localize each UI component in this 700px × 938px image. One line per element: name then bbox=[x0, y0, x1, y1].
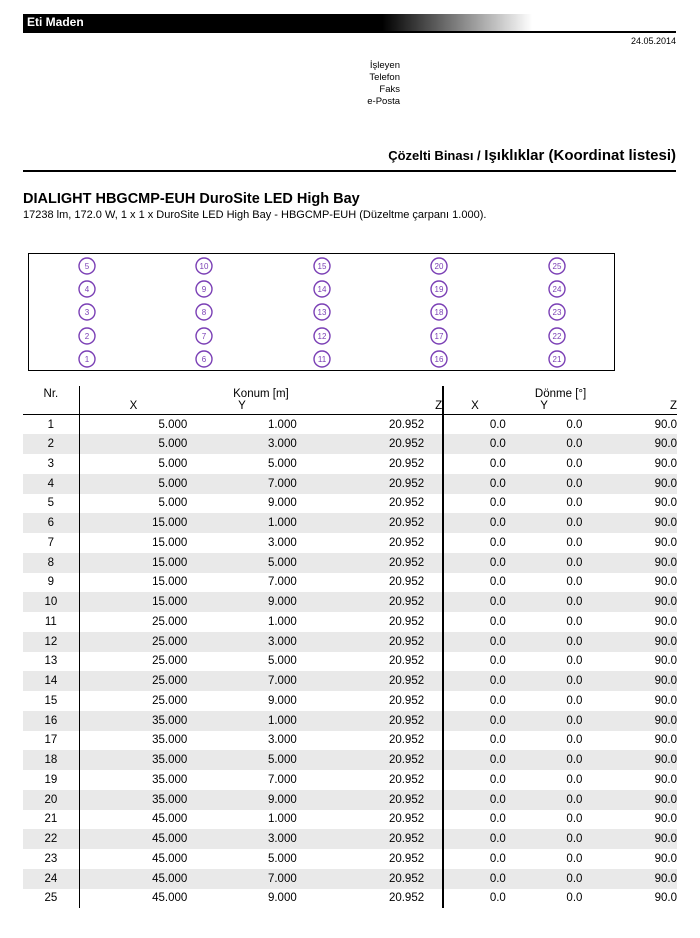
cell-nr: 1 bbox=[47, 418, 55, 431]
table-row bbox=[23, 711, 677, 731]
luminaire-marker-label: 4 bbox=[84, 285, 90, 294]
cell-pos-x: 25.000 bbox=[79, 612, 187, 632]
luminaire-marker-label: 12 bbox=[317, 332, 327, 341]
cell-rot-x: 0.0 bbox=[443, 790, 506, 810]
table-row bbox=[23, 849, 677, 869]
cell-pos-z: 20.952 bbox=[388, 517, 425, 530]
cell-nr: 12 bbox=[44, 635, 58, 648]
table-row bbox=[23, 810, 677, 830]
cell-nr: 10 bbox=[44, 596, 58, 609]
cell-pos-y: 7.000 bbox=[267, 872, 297, 885]
cell-pos-y: 1.000 bbox=[267, 714, 297, 727]
cell-rot-x: 0.0 bbox=[443, 474, 506, 494]
cell-rot-y: 0.0 bbox=[566, 477, 583, 490]
luminaire-marker bbox=[431, 328, 447, 344]
cell-rot-z: 90.0 bbox=[654, 833, 677, 846]
cell-rot-z: 90.0 bbox=[654, 517, 677, 530]
table-row bbox=[23, 592, 677, 612]
table-row bbox=[23, 474, 677, 494]
cell-rot-y: 0.0 bbox=[566, 813, 583, 826]
table-row bbox=[23, 671, 677, 691]
cell-nr: 24 bbox=[44, 872, 58, 885]
cell-rot-z: 90.0 bbox=[654, 596, 677, 609]
cell-nr: 16 bbox=[44, 714, 58, 727]
luminaire-layout-svg bbox=[29, 254, 614, 370]
cell-pos-y: 1.000 bbox=[267, 517, 297, 530]
cell-pos-y: 3.000 bbox=[267, 635, 297, 648]
report-date: 24.05.2014 bbox=[630, 36, 676, 46]
cell-rot-x: 0.0 bbox=[443, 454, 506, 474]
cell-pos-x: 25.000 bbox=[79, 632, 187, 652]
cell-pos-z: 20.952 bbox=[388, 734, 425, 747]
header-bar bbox=[23, 14, 676, 33]
cell-rot-z: 90.0 bbox=[654, 852, 677, 865]
cell-pos-x: 15.000 bbox=[79, 573, 187, 593]
section-title bbox=[388, 147, 676, 164]
cell-rot-z: 90.0 bbox=[654, 497, 677, 510]
cell-pos-y: 7.000 bbox=[267, 576, 297, 589]
table-row bbox=[23, 750, 677, 770]
cell-rot-x: 0.0 bbox=[443, 750, 506, 770]
cell-nr: 22 bbox=[44, 833, 58, 846]
cell-pos-y: 7.000 bbox=[267, 773, 297, 786]
table-row bbox=[23, 415, 677, 435]
cell-pos-x: 5.000 bbox=[79, 494, 187, 514]
luminaire-marker-label: 6 bbox=[201, 355, 207, 364]
col-header-rot-y: Y bbox=[506, 400, 583, 415]
luminaire-marker-label: 9 bbox=[201, 285, 207, 294]
cell-rot-z: 90.0 bbox=[654, 438, 677, 451]
cell-nr: 7 bbox=[47, 536, 55, 549]
table-row bbox=[23, 869, 677, 889]
cell-nr: 3 bbox=[47, 457, 55, 470]
col-header-rot-z: Z bbox=[582, 400, 677, 415]
cell-rot-z: 90.0 bbox=[654, 892, 677, 905]
cell-pos-z: 20.952 bbox=[388, 773, 425, 786]
cell-rot-y: 0.0 bbox=[566, 773, 583, 786]
cell-rot-z: 90.0 bbox=[654, 655, 677, 668]
product-name: DIALIGHT HBGCMP-EUH DuroSite LED High Bay bbox=[23, 191, 360, 207]
table-row bbox=[23, 573, 677, 593]
cell-pos-y: 5.000 bbox=[267, 754, 297, 767]
table-row bbox=[23, 790, 677, 810]
cell-pos-y: 9.000 bbox=[267, 596, 297, 609]
cell-pos-z: 20.952 bbox=[388, 833, 425, 846]
luminaire-marker-label: 5 bbox=[84, 262, 90, 271]
cell-rot-z: 90.0 bbox=[654, 773, 677, 786]
cell-rot-y: 0.0 bbox=[566, 517, 583, 530]
luminaire-marker bbox=[79, 258, 95, 274]
cell-rot-z: 90.0 bbox=[654, 734, 677, 747]
table-row bbox=[23, 434, 677, 454]
cell-pos-x: 45.000 bbox=[79, 849, 187, 869]
cell-rot-z: 90.0 bbox=[654, 872, 677, 885]
cell-pos-x: 45.000 bbox=[79, 869, 187, 889]
cell-rot-y: 0.0 bbox=[566, 457, 583, 470]
col-group-rotation: Dönme [°] bbox=[443, 386, 677, 400]
luminaire-marker bbox=[431, 258, 447, 274]
cell-rot-z: 90.0 bbox=[654, 576, 677, 589]
cell-pos-x: 25.000 bbox=[79, 671, 187, 691]
cell-pos-y: 9.000 bbox=[267, 497, 297, 510]
table-row bbox=[23, 829, 677, 849]
luminaire-marker bbox=[314, 281, 330, 297]
cell-pos-z: 20.952 bbox=[388, 457, 425, 470]
cell-rot-z: 90.0 bbox=[654, 694, 677, 707]
luminaire-marker bbox=[431, 281, 447, 297]
luminaire-marker bbox=[549, 304, 565, 320]
table-row bbox=[23, 553, 677, 573]
cell-nr: 23 bbox=[44, 852, 58, 865]
cell-rot-y: 0.0 bbox=[566, 734, 583, 747]
luminaire-marker bbox=[196, 351, 212, 367]
luminaire-marker bbox=[549, 258, 565, 274]
cell-pos-x: 25.000 bbox=[79, 691, 187, 711]
table-row bbox=[23, 889, 677, 909]
luminaire-marker bbox=[79, 304, 95, 320]
cell-pos-y: 9.000 bbox=[267, 694, 297, 707]
cell-rot-y: 0.0 bbox=[566, 438, 583, 451]
cell-rot-y: 0.0 bbox=[566, 793, 583, 806]
luminaire-marker bbox=[196, 281, 212, 297]
cell-pos-z: 20.952 bbox=[388, 536, 425, 549]
cell-rot-y: 0.0 bbox=[566, 754, 583, 767]
cell-pos-x: 15.000 bbox=[79, 513, 187, 533]
cell-rot-x: 0.0 bbox=[443, 632, 506, 652]
cell-rot-y: 0.0 bbox=[566, 694, 583, 707]
col-header-pos-y: Y bbox=[187, 400, 296, 415]
luminaire-marker-label: 16 bbox=[434, 355, 444, 364]
cell-nr: 19 bbox=[44, 773, 58, 786]
table-row bbox=[23, 770, 677, 790]
cell-pos-z: 20.952 bbox=[388, 675, 425, 688]
cell-rot-x: 0.0 bbox=[443, 829, 506, 849]
luminaire-marker-label: 1 bbox=[84, 355, 90, 364]
cell-pos-x: 35.000 bbox=[79, 711, 187, 731]
cell-rot-x: 0.0 bbox=[443, 434, 506, 454]
cell-rot-y: 0.0 bbox=[566, 576, 583, 589]
luminaire-marker-label: 23 bbox=[552, 308, 562, 317]
luminaire-marker bbox=[196, 328, 212, 344]
cell-rot-y: 0.0 bbox=[566, 497, 583, 510]
cell-rot-x: 0.0 bbox=[443, 671, 506, 691]
cell-pos-z: 20.952 bbox=[388, 892, 425, 905]
cell-pos-z: 20.952 bbox=[388, 576, 425, 589]
luminaire-layout-plan bbox=[28, 253, 615, 371]
luminaire-marker-label: 17 bbox=[434, 332, 444, 341]
cell-rot-z: 90.0 bbox=[654, 754, 677, 767]
cell-pos-y: 5.000 bbox=[267, 852, 297, 865]
cell-pos-y: 5.000 bbox=[267, 556, 297, 569]
cell-pos-z: 20.952 bbox=[388, 438, 425, 451]
cell-rot-x: 0.0 bbox=[443, 592, 506, 612]
coordinate-table bbox=[23, 386, 677, 908]
contact-block bbox=[362, 60, 400, 108]
cell-pos-z: 20.952 bbox=[388, 754, 425, 767]
cell-rot-x: 0.0 bbox=[443, 731, 506, 751]
cell-pos-x: 35.000 bbox=[79, 770, 187, 790]
cell-pos-y: 7.000 bbox=[267, 675, 297, 688]
cell-pos-z: 20.952 bbox=[388, 596, 425, 609]
cell-pos-y: 5.000 bbox=[267, 457, 297, 470]
cell-nr: 18 bbox=[44, 754, 58, 767]
contact-email-label: e-Posta bbox=[367, 96, 400, 107]
luminaire-marker bbox=[314, 258, 330, 274]
cell-pos-z: 20.952 bbox=[388, 615, 425, 628]
luminaire-marker-label: 11 bbox=[317, 355, 327, 364]
table-row bbox=[23, 454, 677, 474]
luminaire-marker-label: 22 bbox=[552, 332, 562, 341]
cell-rot-z: 90.0 bbox=[654, 457, 677, 470]
luminaire-marker-label: 10 bbox=[199, 262, 209, 271]
luminaire-marker bbox=[314, 304, 330, 320]
cell-rot-z: 90.0 bbox=[654, 793, 677, 806]
cell-pos-x: 25.000 bbox=[79, 652, 187, 672]
cell-rot-x: 0.0 bbox=[443, 770, 506, 790]
cell-rot-x: 0.0 bbox=[443, 711, 506, 731]
cell-rot-z: 90.0 bbox=[654, 536, 677, 549]
cell-rot-z: 90.0 bbox=[654, 813, 677, 826]
cell-rot-z: 90.0 bbox=[654, 477, 677, 490]
table-row bbox=[23, 691, 677, 711]
cell-nr: 21 bbox=[44, 813, 58, 826]
cell-rot-z: 90.0 bbox=[654, 635, 677, 648]
cell-rot-y: 0.0 bbox=[566, 615, 583, 628]
table-row bbox=[23, 632, 677, 652]
cell-rot-y: 0.0 bbox=[566, 635, 583, 648]
cell-pos-x: 45.000 bbox=[79, 889, 187, 909]
cell-rot-x: 0.0 bbox=[443, 573, 506, 593]
luminaire-marker-label: 24 bbox=[552, 285, 562, 294]
cell-pos-z: 20.952 bbox=[388, 418, 425, 431]
luminaire-marker-label: 8 bbox=[201, 308, 207, 317]
cell-nr: 20 bbox=[44, 793, 58, 806]
coordinate-table-body bbox=[23, 415, 677, 909]
cell-pos-y: 9.000 bbox=[267, 892, 297, 905]
cell-rot-y: 0.0 bbox=[566, 892, 583, 905]
luminaire-marker bbox=[549, 351, 565, 367]
cell-pos-z: 20.952 bbox=[388, 813, 425, 826]
cell-nr: 17 bbox=[44, 734, 58, 747]
cell-pos-z: 20.952 bbox=[388, 852, 425, 865]
col-group-position: Konum [m] bbox=[79, 386, 443, 400]
table-row bbox=[23, 731, 677, 751]
luminaire-marker-label: 19 bbox=[434, 285, 444, 294]
luminaire-marker bbox=[431, 304, 447, 320]
luminaire-marker bbox=[196, 258, 212, 274]
luminaire-marker-label: 18 bbox=[434, 308, 444, 317]
contact-fax-label: Faks bbox=[379, 84, 400, 95]
cell-rot-x: 0.0 bbox=[443, 612, 506, 632]
luminaire-marker bbox=[79, 351, 95, 367]
cell-rot-z: 90.0 bbox=[654, 675, 677, 688]
product-description: 17238 lm, 172.0 W, 1 x 1 x DuroSite LED High Bay - HBGCMP-EUH (Düzeltme çarpanı 1.000). bbox=[23, 209, 487, 221]
cell-pos-z: 20.952 bbox=[388, 872, 425, 885]
col-header-pos-z: Z bbox=[297, 400, 443, 415]
luminaire-marker-label: 14 bbox=[317, 285, 327, 294]
cell-rot-x: 0.0 bbox=[443, 889, 506, 909]
cell-pos-x: 5.000 bbox=[79, 454, 187, 474]
col-header-pos-x: X bbox=[79, 400, 187, 415]
table-row bbox=[23, 533, 677, 553]
cell-pos-y: 5.000 bbox=[267, 655, 297, 668]
cell-pos-x: 45.000 bbox=[79, 829, 187, 849]
luminaire-marker-label: 20 bbox=[434, 262, 444, 271]
luminaire-marker-label: 25 bbox=[552, 262, 562, 271]
cell-rot-z: 90.0 bbox=[654, 615, 677, 628]
cell-rot-y: 0.0 bbox=[566, 556, 583, 569]
cell-rot-x: 0.0 bbox=[443, 513, 506, 533]
cell-rot-x: 0.0 bbox=[443, 494, 506, 514]
cell-nr: 11 bbox=[44, 615, 57, 628]
cell-pos-y: 1.000 bbox=[267, 813, 297, 826]
cell-pos-x: 5.000 bbox=[79, 415, 187, 435]
cell-pos-y: 9.000 bbox=[267, 793, 297, 806]
cell-rot-y: 0.0 bbox=[566, 536, 583, 549]
luminaire-marker bbox=[549, 328, 565, 344]
cell-nr: 8 bbox=[47, 556, 55, 569]
cell-rot-x: 0.0 bbox=[443, 553, 506, 573]
cell-pos-z: 20.952 bbox=[388, 793, 425, 806]
cell-rot-y: 0.0 bbox=[566, 833, 583, 846]
cell-pos-y: 3.000 bbox=[267, 536, 297, 549]
cell-rot-y: 0.0 bbox=[566, 714, 583, 727]
cell-nr: 4 bbox=[47, 477, 55, 490]
cell-nr: 14 bbox=[44, 675, 58, 688]
section-title-prefix: Çözelti Binası / bbox=[388, 148, 485, 163]
cell-pos-x: 45.000 bbox=[79, 810, 187, 830]
cell-pos-x: 5.000 bbox=[79, 474, 187, 494]
cell-pos-z: 20.952 bbox=[388, 556, 425, 569]
section-divider bbox=[23, 170, 676, 172]
cell-pos-y: 1.000 bbox=[267, 615, 297, 628]
cell-rot-y: 0.0 bbox=[566, 596, 583, 609]
table-row bbox=[23, 513, 677, 533]
cell-pos-x: 15.000 bbox=[79, 553, 187, 573]
cell-rot-z: 90.0 bbox=[654, 556, 677, 569]
cell-rot-x: 0.0 bbox=[443, 533, 506, 553]
cell-rot-x: 0.0 bbox=[443, 415, 506, 435]
cell-rot-y: 0.0 bbox=[566, 675, 583, 688]
cell-pos-z: 20.952 bbox=[388, 694, 425, 707]
cell-nr: 5 bbox=[47, 497, 55, 510]
cell-pos-y: 7.000 bbox=[267, 477, 297, 490]
company-name: Eti Maden bbox=[27, 15, 84, 29]
contact-phone-label: Telefon bbox=[369, 72, 400, 83]
cell-nr: 25 bbox=[44, 892, 58, 905]
luminaire-marker bbox=[79, 328, 95, 344]
cell-rot-x: 0.0 bbox=[443, 849, 506, 869]
cell-rot-x: 0.0 bbox=[443, 652, 506, 672]
cell-rot-x: 0.0 bbox=[443, 810, 506, 830]
cell-pos-z: 20.952 bbox=[388, 635, 425, 648]
cell-rot-y: 0.0 bbox=[566, 852, 583, 865]
cell-rot-y: 0.0 bbox=[566, 872, 583, 885]
col-header-nr: Nr. bbox=[23, 386, 79, 415]
luminaire-marker-label: 3 bbox=[84, 308, 90, 317]
cell-rot-y: 0.0 bbox=[566, 418, 583, 431]
cell-pos-x: 35.000 bbox=[79, 790, 187, 810]
luminaire-marker bbox=[79, 281, 95, 297]
cell-pos-z: 20.952 bbox=[388, 655, 425, 668]
cell-rot-z: 90.0 bbox=[654, 418, 677, 431]
table-row bbox=[23, 494, 677, 514]
cell-rot-y: 0.0 bbox=[566, 655, 583, 668]
cell-pos-x: 35.000 bbox=[79, 731, 187, 751]
cell-nr: 6 bbox=[47, 517, 55, 530]
cell-nr: 15 bbox=[44, 694, 58, 707]
cell-pos-x: 15.000 bbox=[79, 592, 187, 612]
luminaire-marker bbox=[314, 328, 330, 344]
luminaire-marker-label: 21 bbox=[552, 355, 562, 364]
cell-pos-x: 5.000 bbox=[79, 434, 187, 454]
cell-pos-x: 35.000 bbox=[79, 750, 187, 770]
cell-rot-x: 0.0 bbox=[443, 869, 506, 889]
cell-rot-x: 0.0 bbox=[443, 691, 506, 711]
cell-nr: 9 bbox=[47, 576, 55, 589]
cell-nr: 13 bbox=[44, 655, 58, 668]
luminaire-marker-label: 13 bbox=[317, 308, 327, 317]
section-title-main: Işıklıklar (Koordinat listesi) bbox=[484, 147, 676, 164]
luminaire-marker bbox=[431, 351, 447, 367]
cell-rot-z: 90.0 bbox=[654, 714, 677, 727]
luminaire-marker-label: 15 bbox=[317, 262, 327, 271]
cell-pos-z: 20.952 bbox=[388, 497, 425, 510]
cell-pos-y: 1.000 bbox=[267, 418, 297, 431]
cell-pos-z: 20.952 bbox=[388, 477, 425, 490]
cell-pos-y: 3.000 bbox=[267, 734, 297, 747]
cell-pos-y: 3.000 bbox=[267, 833, 297, 846]
cell-pos-z: 20.952 bbox=[388, 714, 425, 727]
luminaire-marker bbox=[314, 351, 330, 367]
cell-pos-x: 15.000 bbox=[79, 533, 187, 553]
col-header-rot-x: X bbox=[443, 400, 506, 415]
luminaire-marker bbox=[549, 281, 565, 297]
cell-pos-y: 3.000 bbox=[267, 438, 297, 451]
contact-processor-label: İşleyen bbox=[369, 60, 400, 71]
table-row bbox=[23, 652, 677, 672]
table-row bbox=[23, 612, 677, 632]
luminaire-marker-label: 2 bbox=[84, 332, 90, 341]
cell-nr: 2 bbox=[47, 438, 55, 451]
luminaire-marker bbox=[196, 304, 212, 320]
luminaire-marker-label: 7 bbox=[201, 332, 207, 341]
